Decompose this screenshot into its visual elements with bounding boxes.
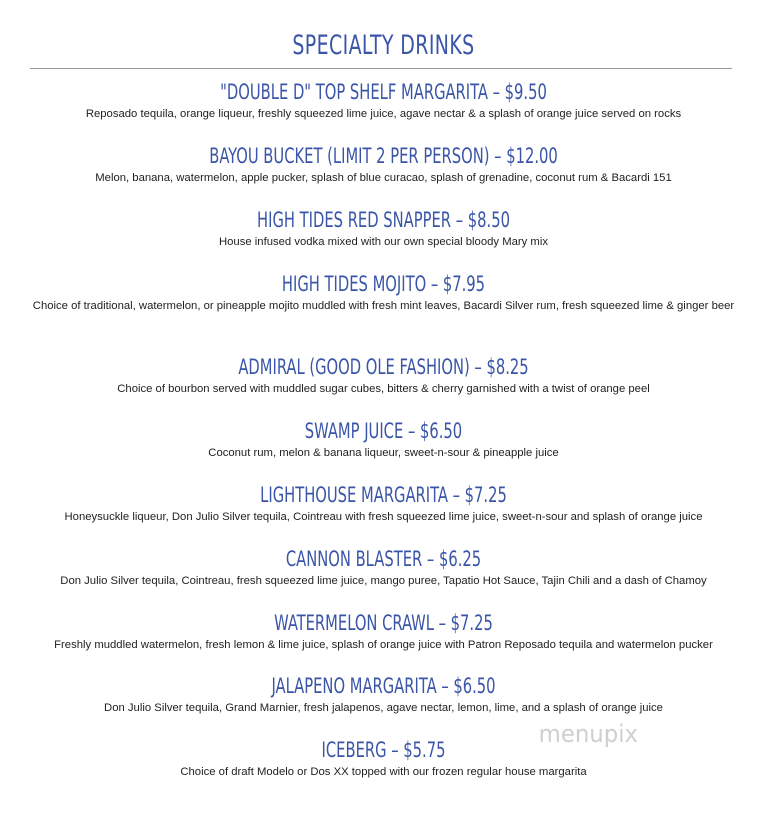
menu-item xyxy=(0,207,767,252)
menu-item-description: Don Julio Silver tequila, Grand Marnier, fresh jalapenos, agave nectar, lemon, lime, and a splash of orange juice xyxy=(104,702,663,714)
menu-item-name: SWAMP JUICE – $6.50 xyxy=(304,419,463,443)
menu-item xyxy=(0,546,767,591)
menu-item xyxy=(0,610,767,655)
page-title: SPECIALTY DRINKS xyxy=(292,30,475,61)
menu-item-description: Choice of draft Modelo or Dos XX topped with our frozen regular house margarita xyxy=(180,766,587,778)
menu-item-name: CANNON BLASTER – $6.25 xyxy=(285,547,482,571)
menu-item-name: ICEBERG – $5.75 xyxy=(321,738,446,762)
menu-item-description: Freshly muddled watermelon, fresh lemon & lime juice, splash of orange juice with Patron Reposado tequila and watermelon pucker xyxy=(54,639,713,651)
menu-item-description: Melon, banana, watermelon, apple pucker, splash of blue curacao, splash of grenadine, coconut rum & Bacardi 151 xyxy=(95,172,672,184)
menu-item xyxy=(0,79,767,124)
menu-item xyxy=(0,673,767,718)
menu-item xyxy=(0,143,767,188)
menu-item xyxy=(0,418,767,463)
menu-item-description: Don Julio Silver tequila, Cointreau, fresh squeezed lime juice, mango puree, Tapatio Hot Sauce, Tajin Chili and a dash of Chamoy xyxy=(60,575,707,587)
menu-item xyxy=(0,354,767,399)
menu-item-name: WATERMELON CRAWL – $7.25 xyxy=(274,611,493,635)
menu-item-name: ADMIRAL (GOOD OLE FASHION) – $8.25 xyxy=(238,355,529,379)
divider xyxy=(30,68,732,69)
watermark: menupix xyxy=(538,720,639,748)
menu-item-name: LIGHTHOUSE MARGARITA – $7.25 xyxy=(260,483,507,507)
menu-item-name: HIGH TIDES RED SNAPPER – $8.50 xyxy=(257,208,510,232)
menu-item-description: Honeysuckle liqueur, Don Julio Silver tequila, Cointreau with fresh squeezed lime juice, sweet-n-sour and splash of orange juice xyxy=(64,511,703,523)
menu-item-description: Choice of bourbon served with muddled sugar cubes, bitters & cherry garnished with a twist of orange peel xyxy=(117,383,650,395)
menu-item-description: Coconut rum, melon & banana liqueur, sweet-n-sour & pineapple juice xyxy=(208,447,559,459)
menu-item-name: HIGH TIDES MOJITO – $7.95 xyxy=(281,272,486,296)
menu-item-name: BAYOU BUCKET (LIMIT 2 PER PERSON) – $12.00 xyxy=(209,144,558,168)
menu-item-description: Choice of traditional, watermelon, or pineapple mojito muddled with fresh mint leaves, Bacardi Silver rum, fresh squeezed lime & ginger beer xyxy=(32,300,735,312)
menu-item-description: House infused vodka mixed with our own special bloody Mary mix xyxy=(218,236,549,248)
menu-item xyxy=(0,737,767,782)
menu-item xyxy=(0,271,767,316)
menu-item-name: "DOUBLE D" TOP SHELF MARGARITA – $9.50 xyxy=(220,80,547,104)
menu-item xyxy=(0,482,767,527)
menu-item-name: JALAPENO MARGARITA – $6.50 xyxy=(271,674,496,698)
menu-item-description: Reposado tequila, orange liqueur, freshly squeezed lime juice, agave nectar & a splash of orange juice served on rocks xyxy=(85,108,682,120)
